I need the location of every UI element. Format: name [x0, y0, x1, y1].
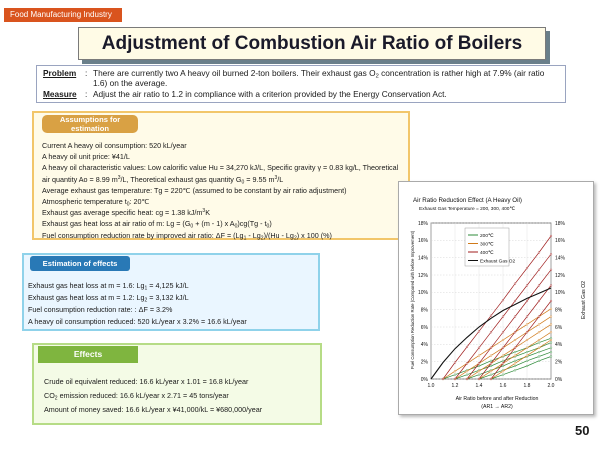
data-point — [538, 331, 540, 333]
data-point — [514, 331, 516, 333]
page-number: 50 — [575, 423, 590, 438]
effects-line: $CO_2$ emission reduced: 16.6 kL/year x 2.71 = 45 tons/year — [44, 391, 229, 402]
y-tick-label-right: 16% — [555, 238, 566, 245]
data-point — [514, 283, 516, 285]
y-tick-label-left: 4% — [420, 342, 428, 349]
estimation-line: Exhaust gas heat loss at m = 1.2: $Lg_2 = 3,132$ kJ/L — [28, 293, 189, 304]
x-tick-label: 1.2 — [451, 383, 459, 389]
data-point — [550, 285, 552, 287]
y-tick-label-right: 10% — [555, 290, 566, 297]
data-point — [550, 324, 552, 326]
data-point — [478, 365, 480, 367]
y-tick-label-left: 0% — [420, 376, 428, 383]
data-point — [478, 378, 480, 380]
data-point — [538, 339, 540, 341]
data-point — [514, 316, 516, 318]
data-point — [538, 252, 540, 254]
y-tick-label-left: 18% — [417, 220, 428, 227]
data-point — [466, 378, 468, 380]
data-point — [490, 370, 492, 372]
chart-title: Air Ratio Reduction Effect (A Heavy Oil) — [413, 197, 522, 204]
data-point — [550, 337, 552, 339]
data-point — [550, 351, 552, 353]
data-point — [490, 363, 492, 365]
data-point — [514, 339, 516, 341]
assumption-line: Average exhaust gas temperature: Tg = 220℃ (assumed to be constant by air ratio adjustment) — [42, 185, 347, 195]
problem-box — [36, 65, 566, 103]
y-tick-label-right: 6% — [555, 324, 563, 331]
effects-header: Effects — [38, 346, 138, 363]
x-axis-label: Air Ratio before and after Reduction — [455, 396, 539, 402]
data-point — [490, 360, 492, 362]
page-title: Adjustment of Combustion Air Ratio of Boilers — [101, 33, 523, 54]
data-point — [538, 360, 540, 362]
data-point — [454, 378, 456, 380]
data-point — [526, 365, 528, 367]
data-point — [466, 370, 468, 372]
data-point — [490, 355, 492, 357]
category-tag: Food Manufacturing Industry — [4, 8, 122, 22]
data-point — [538, 351, 540, 353]
x-tick-label: 1.4 — [475, 383, 483, 389]
data-point — [550, 356, 552, 358]
data-point — [478, 363, 480, 365]
y-tick-label-right: 12% — [555, 272, 566, 279]
data-point — [550, 347, 552, 349]
data-point — [550, 300, 552, 302]
data-point — [538, 285, 540, 287]
data-point — [550, 342, 552, 344]
data-point — [538, 342, 540, 344]
data-point — [490, 331, 492, 333]
data-point — [526, 300, 528, 302]
x-axis-label-2: (AR1 → AR2) — [481, 404, 513, 410]
legend-label: 300℃ — [480, 242, 494, 248]
data-point — [466, 363, 468, 365]
data-point — [502, 355, 504, 357]
effects-line: Amount of money saved: 16.6 kL/year x ¥41,000/kL = ¥680,000/year — [44, 405, 263, 414]
data-point — [550, 308, 552, 310]
data-point — [538, 356, 540, 358]
data-point — [550, 331, 552, 333]
chart-subtitle: Exhaust Gas Temperature = 200, 300, 400℃ — [419, 207, 515, 212]
data-point — [502, 339, 504, 341]
data-point — [478, 330, 480, 332]
assumption-line: A heavy oil characteristic values: Low calorific value Hu = 34,270 kJ/L, Specific gravity γ = 0.83 kg/L, Theoretical air quantity Ao = 8.99 $m^3/L$, Theoretical exhaust gas quantity $G_0 = 9.55$ $m^3/L$ — [42, 163, 399, 186]
data-point — [550, 339, 552, 341]
chart-panel — [398, 181, 594, 415]
y-tick-label-right: 18% — [555, 220, 566, 227]
assumption-line: Atmospheric temperature $t_0$: 20℃ — [42, 197, 150, 208]
data-point — [514, 360, 516, 362]
legend-label: Exhaust Gas O2 — [480, 259, 516, 265]
data-point — [502, 370, 504, 372]
x-tick-label: 1.0 — [427, 383, 435, 389]
y-tick-label-left: 12% — [417, 272, 428, 279]
data-point — [526, 360, 528, 362]
data-point — [478, 347, 480, 349]
data-point — [526, 267, 528, 269]
data-point — [490, 374, 492, 376]
data-point — [550, 253, 552, 255]
problem-row: Problem : There are currently two A heavy oil burned 2-ton boilers. Their exhaust gas $O_2$ concentration is rather high at 7.9% (air ratio 1.6) on the average. — [43, 68, 559, 88]
estimation-line: Exhaust gas heat loss at m = 1.6: $Lg_1 = 4,125$ kJ/L — [28, 281, 189, 292]
y-tick-label-left: 8% — [420, 307, 428, 314]
y-tick-label-right: 2% — [555, 359, 563, 366]
problem-text: There are currently two A heavy oil burned 2-ton boilers. Their exhaust gas $O_2$ concentration is rather high at 7.9% (air ratio 1.6) on the average. — [93, 68, 545, 88]
measure-label: Measure — [43, 89, 77, 99]
title-box — [78, 27, 546, 60]
measure-row: Measure : Adjust the air ratio to 1.2 in compliance with a criterion provided by the Energy Conservation Act. — [43, 89, 447, 99]
assumptions-header: Assumptions for estimation — [42, 115, 138, 133]
assumption-line: Current A heavy oil consumption: 520 kL/year — [42, 141, 187, 150]
data-point — [526, 316, 528, 318]
data-point — [514, 365, 516, 367]
x-tick-label: 1.8 — [523, 383, 531, 389]
y-tick-label-right: 14% — [555, 255, 566, 262]
data-point — [466, 346, 468, 348]
data-point — [538, 300, 540, 302]
data-point — [550, 316, 552, 318]
x-tick-label: 2.0 — [547, 383, 555, 389]
data-point — [490, 315, 492, 317]
data-point — [502, 331, 504, 333]
y-axis-label-right: Exhaust Gas O2 — [581, 280, 587, 320]
effects-line: Crude oil equivalent reduced: 16.6 kL/year x 1.01 = 16.8 kL/year — [44, 377, 249, 386]
legend-label: 200℃ — [480, 233, 494, 239]
estimation-line: A heavy oil consumption reduced: 520 kL/year x 3.2% = 16.6 kL/year — [28, 317, 247, 326]
data-point — [526, 347, 528, 349]
data-point — [454, 370, 456, 372]
y-tick-label-right: 8% — [555, 307, 563, 314]
data-point — [514, 347, 516, 349]
data-point — [514, 300, 516, 302]
data-point — [526, 355, 528, 357]
measure-text: Adjust the air ratio to 1.2 in compliance with a criterion provided by the Energy Conservation Act. — [93, 89, 447, 99]
data-point — [514, 363, 516, 365]
data-point — [502, 299, 504, 301]
data-point — [538, 316, 540, 318]
data-point — [550, 235, 552, 237]
data-point — [478, 374, 480, 376]
estimation-line: Fuel consumption reduction rate: : ΔF = 3.2% — [28, 305, 173, 314]
data-point — [490, 347, 492, 349]
problem-label: Problem — [43, 68, 77, 78]
data-point — [502, 365, 504, 367]
assumption-line: Exhaust gas heat loss at air ratio of m: $Lg = (G_0 + (m - 1)$ x $A_0)cg(Tg - t_0)$ — [42, 219, 272, 230]
data-point — [502, 316, 504, 318]
data-point — [454, 374, 456, 376]
data-point — [478, 370, 480, 372]
data-point — [538, 324, 540, 326]
data-point — [526, 331, 528, 333]
assumption-line: Fuel consumption reduction rate by improved air ratio: $\Delta F = (Lg_1 - Lg_2)/(Hu - Lg_2)$ x 100 (%) — [42, 230, 332, 242]
y-tick-label-left: 2% — [420, 359, 428, 366]
x-tick-label: 1.6 — [499, 383, 507, 389]
data-point — [502, 347, 504, 349]
data-point — [442, 378, 444, 380]
data-point — [466, 374, 468, 376]
data-point — [514, 351, 516, 353]
y-tick-label-right: 4% — [555, 342, 563, 349]
y-axis-label-left: Fuel Consumption Reduction Rate (Compared with before Improvement) — [410, 230, 415, 370]
data-point — [538, 269, 540, 271]
data-point — [502, 363, 504, 365]
data-point — [502, 374, 504, 376]
data-point — [526, 285, 528, 287]
assumption-line: A heavy oil unit price: ¥41/L — [42, 152, 130, 162]
air-ratio-chart — [399, 182, 593, 414]
data-point — [514, 355, 516, 357]
y-tick-label-left: 14% — [417, 255, 428, 262]
y-tick-label-right: 0% — [555, 376, 563, 383]
data-point — [526, 324, 528, 326]
data-point — [490, 378, 492, 380]
estimation-header: Estimation of effects — [30, 256, 130, 271]
data-point — [526, 339, 528, 341]
data-point — [526, 351, 528, 353]
data-point — [454, 362, 456, 364]
y-tick-label-left: 6% — [420, 324, 428, 331]
data-point — [538, 347, 540, 349]
assumption-line: Exhaust gas average specific heat: cg = 1.38 $kJ/m^3K$ — [42, 208, 211, 218]
data-point — [490, 365, 492, 367]
data-point — [514, 369, 516, 371]
data-point — [550, 269, 552, 271]
y-tick-label-left: 16% — [417, 238, 428, 245]
chart-legend — [465, 228, 516, 266]
data-point — [502, 360, 504, 362]
data-point — [478, 355, 480, 357]
y-tick-label-left: 10% — [417, 290, 428, 297]
legend-label: 400℃ — [480, 250, 494, 256]
